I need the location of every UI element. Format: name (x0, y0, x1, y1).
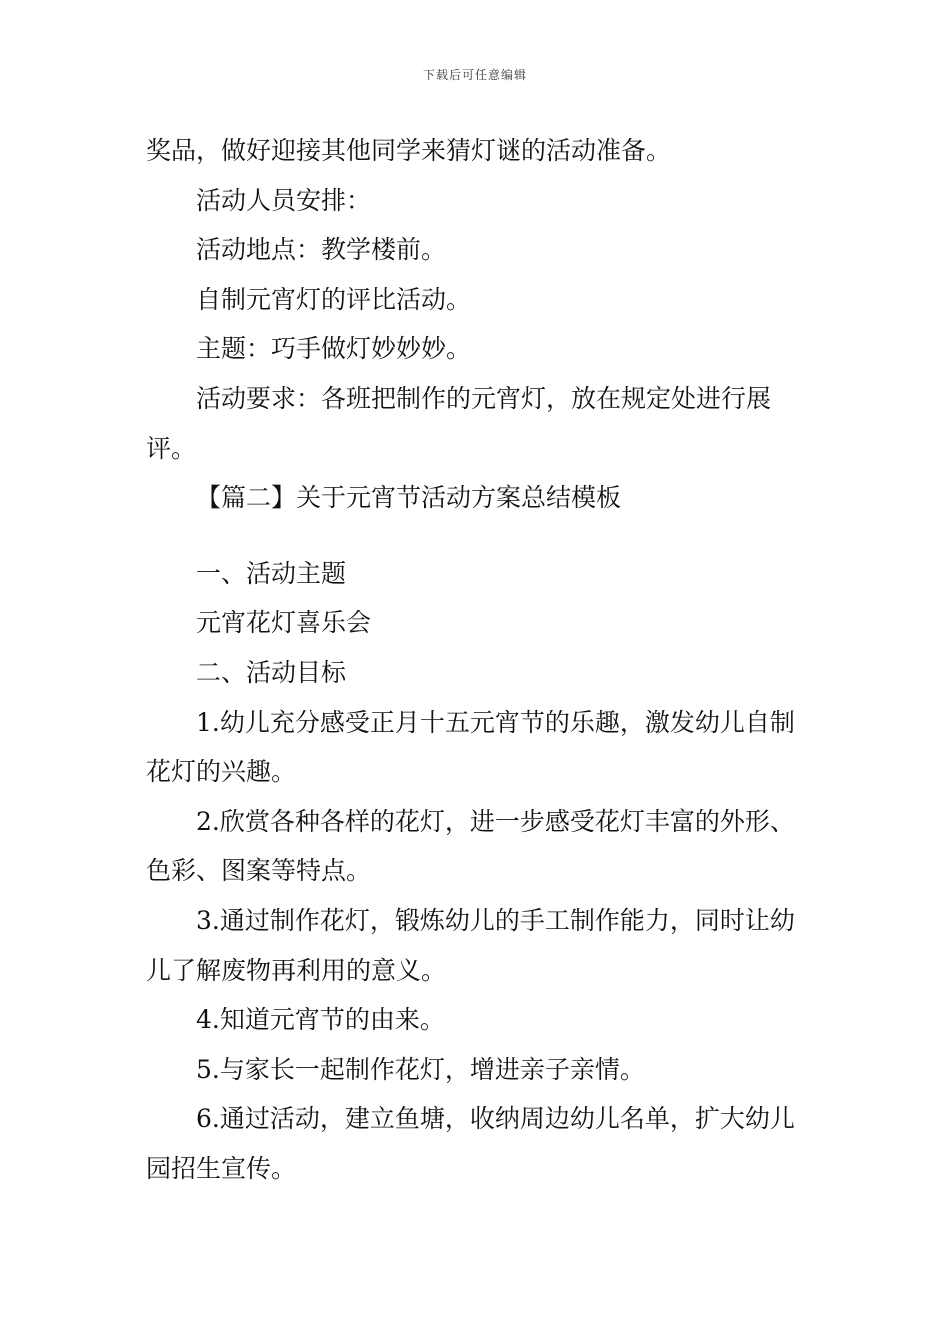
paragraph-lantern-contest: 自制元宵灯的评比活动。 (196, 284, 472, 314)
goal-item-3: 3.通过制作花灯，锻炼幼儿的手工制作能力，同时让幼儿了解废物再利用的意义。 (146, 905, 795, 985)
goal-item-1: 1.幼儿充分感受正月十五元宵节的乐趣，激发幼儿自制花灯的兴趣。 (146, 707, 795, 787)
paragraph-staff: 活动人员安排： (196, 185, 372, 215)
paragraph-prizes: 奖品，做好迎接其他同学来猜灯谜的活动准备。 (146, 136, 672, 165)
spacer (146, 523, 808, 549)
goal-item-4: 4.知道元宵节的由来。 (196, 1005, 445, 1035)
paragraph-theme: 主题：巧手做灯妙妙妙。 (196, 334, 472, 364)
heading-activity-goals: 二、活动目标 (196, 657, 347, 687)
section-heading-part-two: 【篇二】关于元宵节活动方案总结模板 (196, 483, 622, 513)
goal-item-6: 6.通过活动，建立鱼塘，收纳周边幼儿名单，扩大幼儿园招生宣传。 (146, 1104, 795, 1183)
page-header: 下载后可任意编辑 (422, 68, 527, 82)
paragraph-location: 活动地点：教学楼前。 (196, 235, 447, 265)
paragraph-requirements: 活动要求：各班把制作的元宵灯，放在规定处进行展评。 (146, 383, 772, 463)
heading-activity-theme: 一、活动主题 (196, 558, 347, 588)
document-body (146, 126, 808, 1193)
paragraph-theme-name: 元宵花灯喜乐会 (196, 608, 372, 638)
goal-item-2: 2.欣赏各种各样的花灯，进一步感受花灯丰富的外形、色彩、图案等特点。 (146, 806, 795, 886)
goal-item-5: 5.与家长一起制作花灯，增进亲子亲情。 (196, 1054, 645, 1084)
